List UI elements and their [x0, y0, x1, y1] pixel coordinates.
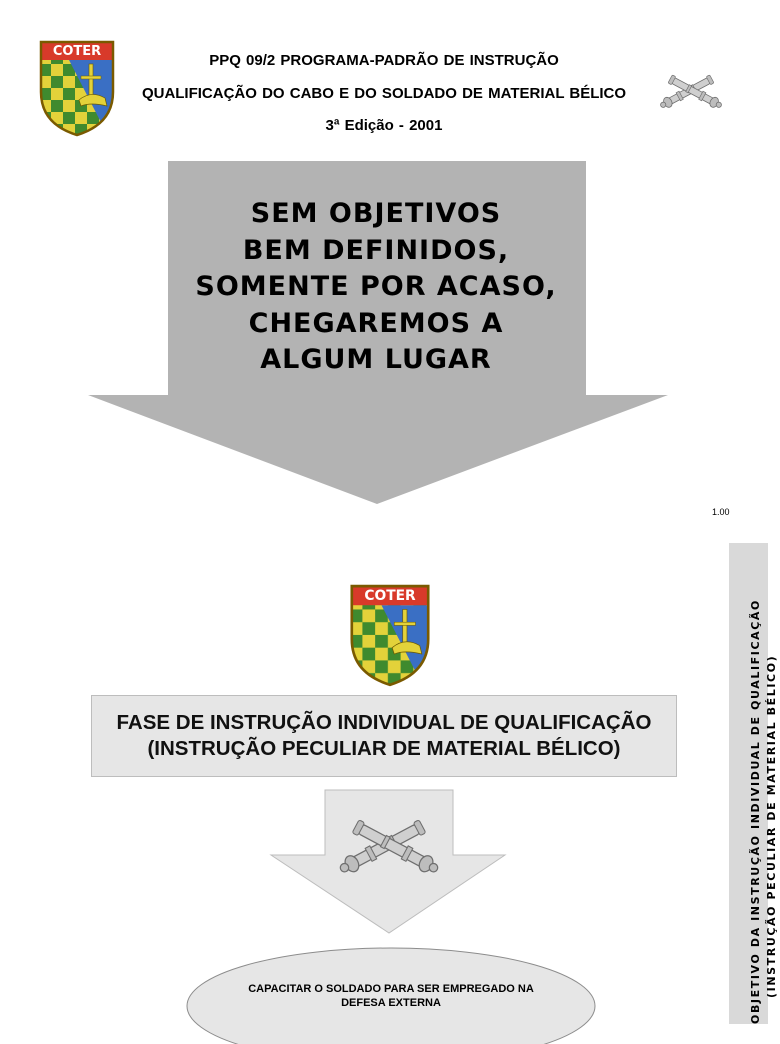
header-title-line-1: PPQ 09/2 PROGRAMA-PADRÃO DE INSTRUÇÃO — [209, 52, 559, 69]
phase-box — [91, 695, 677, 777]
coter-emblem-icon — [349, 584, 431, 688]
side-bar-line: (INSTRUÇÃO PECULIAR DE MATERIAL BÉLICO) — [765, 654, 778, 998]
side-bar — [729, 543, 778, 1024]
phase-title: FASE DE INSTRUÇÃO INDIVIDUAL DE QUALIFICAÇÃO — [116, 711, 652, 734]
crossed-cannons-icon — [328, 806, 450, 882]
objective-line: CAPACITAR O SOLDADO PARA SER EMPREGADO NA — [248, 983, 534, 995]
coter-logo-text: COTER — [364, 587, 416, 604]
phase-subtitle: (INSTRUÇÃO PECULIAR DE MATERIAL BÉLICO) — [147, 737, 621, 760]
side-bar-text — [748, 504, 780, 1024]
banner-line: ALGUM LUGAR — [260, 344, 492, 375]
banner-line: SOMENTE POR ACASO, — [195, 271, 557, 302]
banner-text — [160, 196, 592, 379]
objective-line: DEFESA EXTERNA — [341, 997, 441, 1009]
coter-logo-text: COTER — [52, 44, 102, 59]
objective-text — [190, 982, 592, 1010]
side-bar-line: OBJETIVO DA INSTRUÇÃO INDIVIDUAL DE QUALIFICAÇÃO — [749, 599, 762, 1024]
banner-line: BEM DEFINIDOS, — [242, 234, 510, 266]
banner-line: CHEGAREMOS A — [248, 307, 504, 339]
coter-logo-middle — [349, 584, 431, 688]
header-edition: 3ª Edição - 2001 — [325, 117, 443, 134]
crossed-cannons-middle — [328, 806, 450, 882]
page-number: 1.00 — [712, 507, 730, 517]
banner-line: SEM OBJETIVOS — [250, 198, 502, 229]
header-title-line-2: QUALIFICAÇÃO DO CABO E DO SOLDADO DE MATERIAL BÉLICO — [141, 85, 627, 102]
